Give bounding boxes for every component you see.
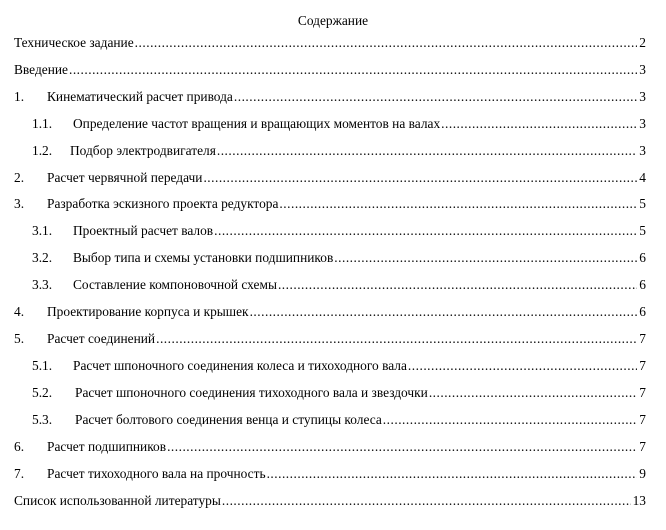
toc-entry[interactable] [14,115,646,133]
toc-entry[interactable] [14,411,646,429]
toc-entry[interactable] [14,492,646,510]
toc-entry[interactable] [14,169,646,187]
toc-entry-number: 3. [14,196,25,211]
toc-leader [69,61,637,79]
toc-entry-label: Расчет соединений [47,331,156,346]
toc-entry-label: Расчет червячной передачи [47,170,203,185]
toc-entry-number: 1.1. [32,116,53,131]
toc-entry-number: 5.3. [32,412,53,427]
toc-leader [279,195,637,213]
toc-entry-page: 7 [639,412,646,427]
toc-entry-label: Техническое задание [14,35,134,50]
toc-entry-label: Разработка эскизного проекта редуктора [47,196,279,211]
toc-entry[interactable] [14,438,646,456]
toc-entry[interactable] [14,222,646,240]
toc-entry-number: 1. [14,89,25,104]
toc-entry-label: Проектный расчет валов [73,223,214,238]
toc-entry-page: 3 [639,116,646,131]
toc-entry[interactable] [14,276,646,294]
toc-leader [156,330,637,348]
toc-entry-page: 7 [639,385,646,400]
toc-entry-page: 7 [639,358,646,373]
toc-entry-label: Расчет тихоходного вала на прочность [47,466,266,481]
toc-entry[interactable] [14,88,646,106]
toc-entry-page: 3 [639,89,646,104]
toc-entry-label: Список использованной литературы [14,493,221,508]
page-title: Содержание [297,13,369,28]
toc-entry-page: 9 [639,466,646,481]
toc-entry-number: 1.2. [32,143,53,158]
toc-leader [167,438,637,456]
toc-leader [234,88,637,106]
toc-entry-page: 7 [639,331,646,346]
toc-entry-label: Введение [14,62,68,77]
toc-entry-number: 5.2. [32,385,53,400]
toc-leader [217,142,637,160]
toc-entry-number: 3.3. [32,277,53,292]
toc-entry-number: 2. [14,170,25,185]
toc-entry-label: Расчет шпоночного соединения тихоходного вала и звездочки [75,385,428,400]
toc-entry[interactable] [14,303,646,321]
toc-entry-page: 6 [639,250,646,265]
toc-entry-label: Составление компоновочной схемы [73,277,277,292]
toc-entry-number: 4. [14,304,25,319]
toc-entry-page: 7 [639,439,646,454]
toc-entry-number: 3.1. [32,223,53,238]
toc-entry-page: 6 [639,304,646,319]
toc-entry[interactable] [14,34,646,52]
toc-entry-page: 4 [639,170,646,185]
toc-entry-page: 3 [639,62,646,77]
toc-leader [222,492,631,510]
toc-entry-page: 5 [639,196,646,211]
toc-leader [267,465,638,483]
toc-entry-label: Расчет болтового соединения венца и ступицы колеса [75,412,382,427]
toc-entry[interactable] [14,357,646,375]
toc-entry-page: 6 [639,277,646,292]
toc-entry-number: 5. [14,331,25,346]
toc-entry-label: Расчет подшипников [47,439,167,454]
toc-entry-page: 3 [639,143,646,158]
toc-entry-label: Определение частот вращения и вращающих моментов на валах [73,116,441,131]
toc-leader [250,303,638,321]
toc-entry-label: Расчет шпоночного соединения колеса и тихоходного вала [73,358,407,373]
toc-leader [214,222,637,240]
toc-entry-number: 3.2. [32,250,53,265]
toc-entry-page: 13 [632,493,646,508]
toc-leader [203,169,637,187]
toc-entry[interactable] [14,142,646,160]
toc-entry-label: Выбор типа и схемы установки подшипников [73,250,334,265]
toc-entry[interactable] [14,465,646,483]
toc-entry[interactable] [14,61,646,79]
toc-leader [441,115,637,133]
toc-entry-number: 7. [14,466,25,481]
toc-leader [278,276,637,294]
toc-entry[interactable] [14,330,646,348]
toc-leader [135,34,638,52]
toc-entry-page: 2 [639,35,646,50]
toc-leader [334,249,637,267]
toc-entry-page: 5 [639,223,646,238]
toc-entry-label: Проектирование корпуса и крышек [47,304,249,319]
toc-entry[interactable] [14,384,646,402]
toc-leader [429,384,637,402]
toc-leader [408,357,637,375]
toc-entry-number: 5.1. [32,358,53,373]
toc-entry-label: Кинематический расчет привода [47,89,233,104]
toc-entry-label: Подбор электродвигателя [70,143,216,158]
toc-leader [383,411,638,429]
toc-entry[interactable] [14,195,646,213]
toc-entry[interactable] [14,249,646,267]
toc-entry-number: 6. [14,439,25,454]
